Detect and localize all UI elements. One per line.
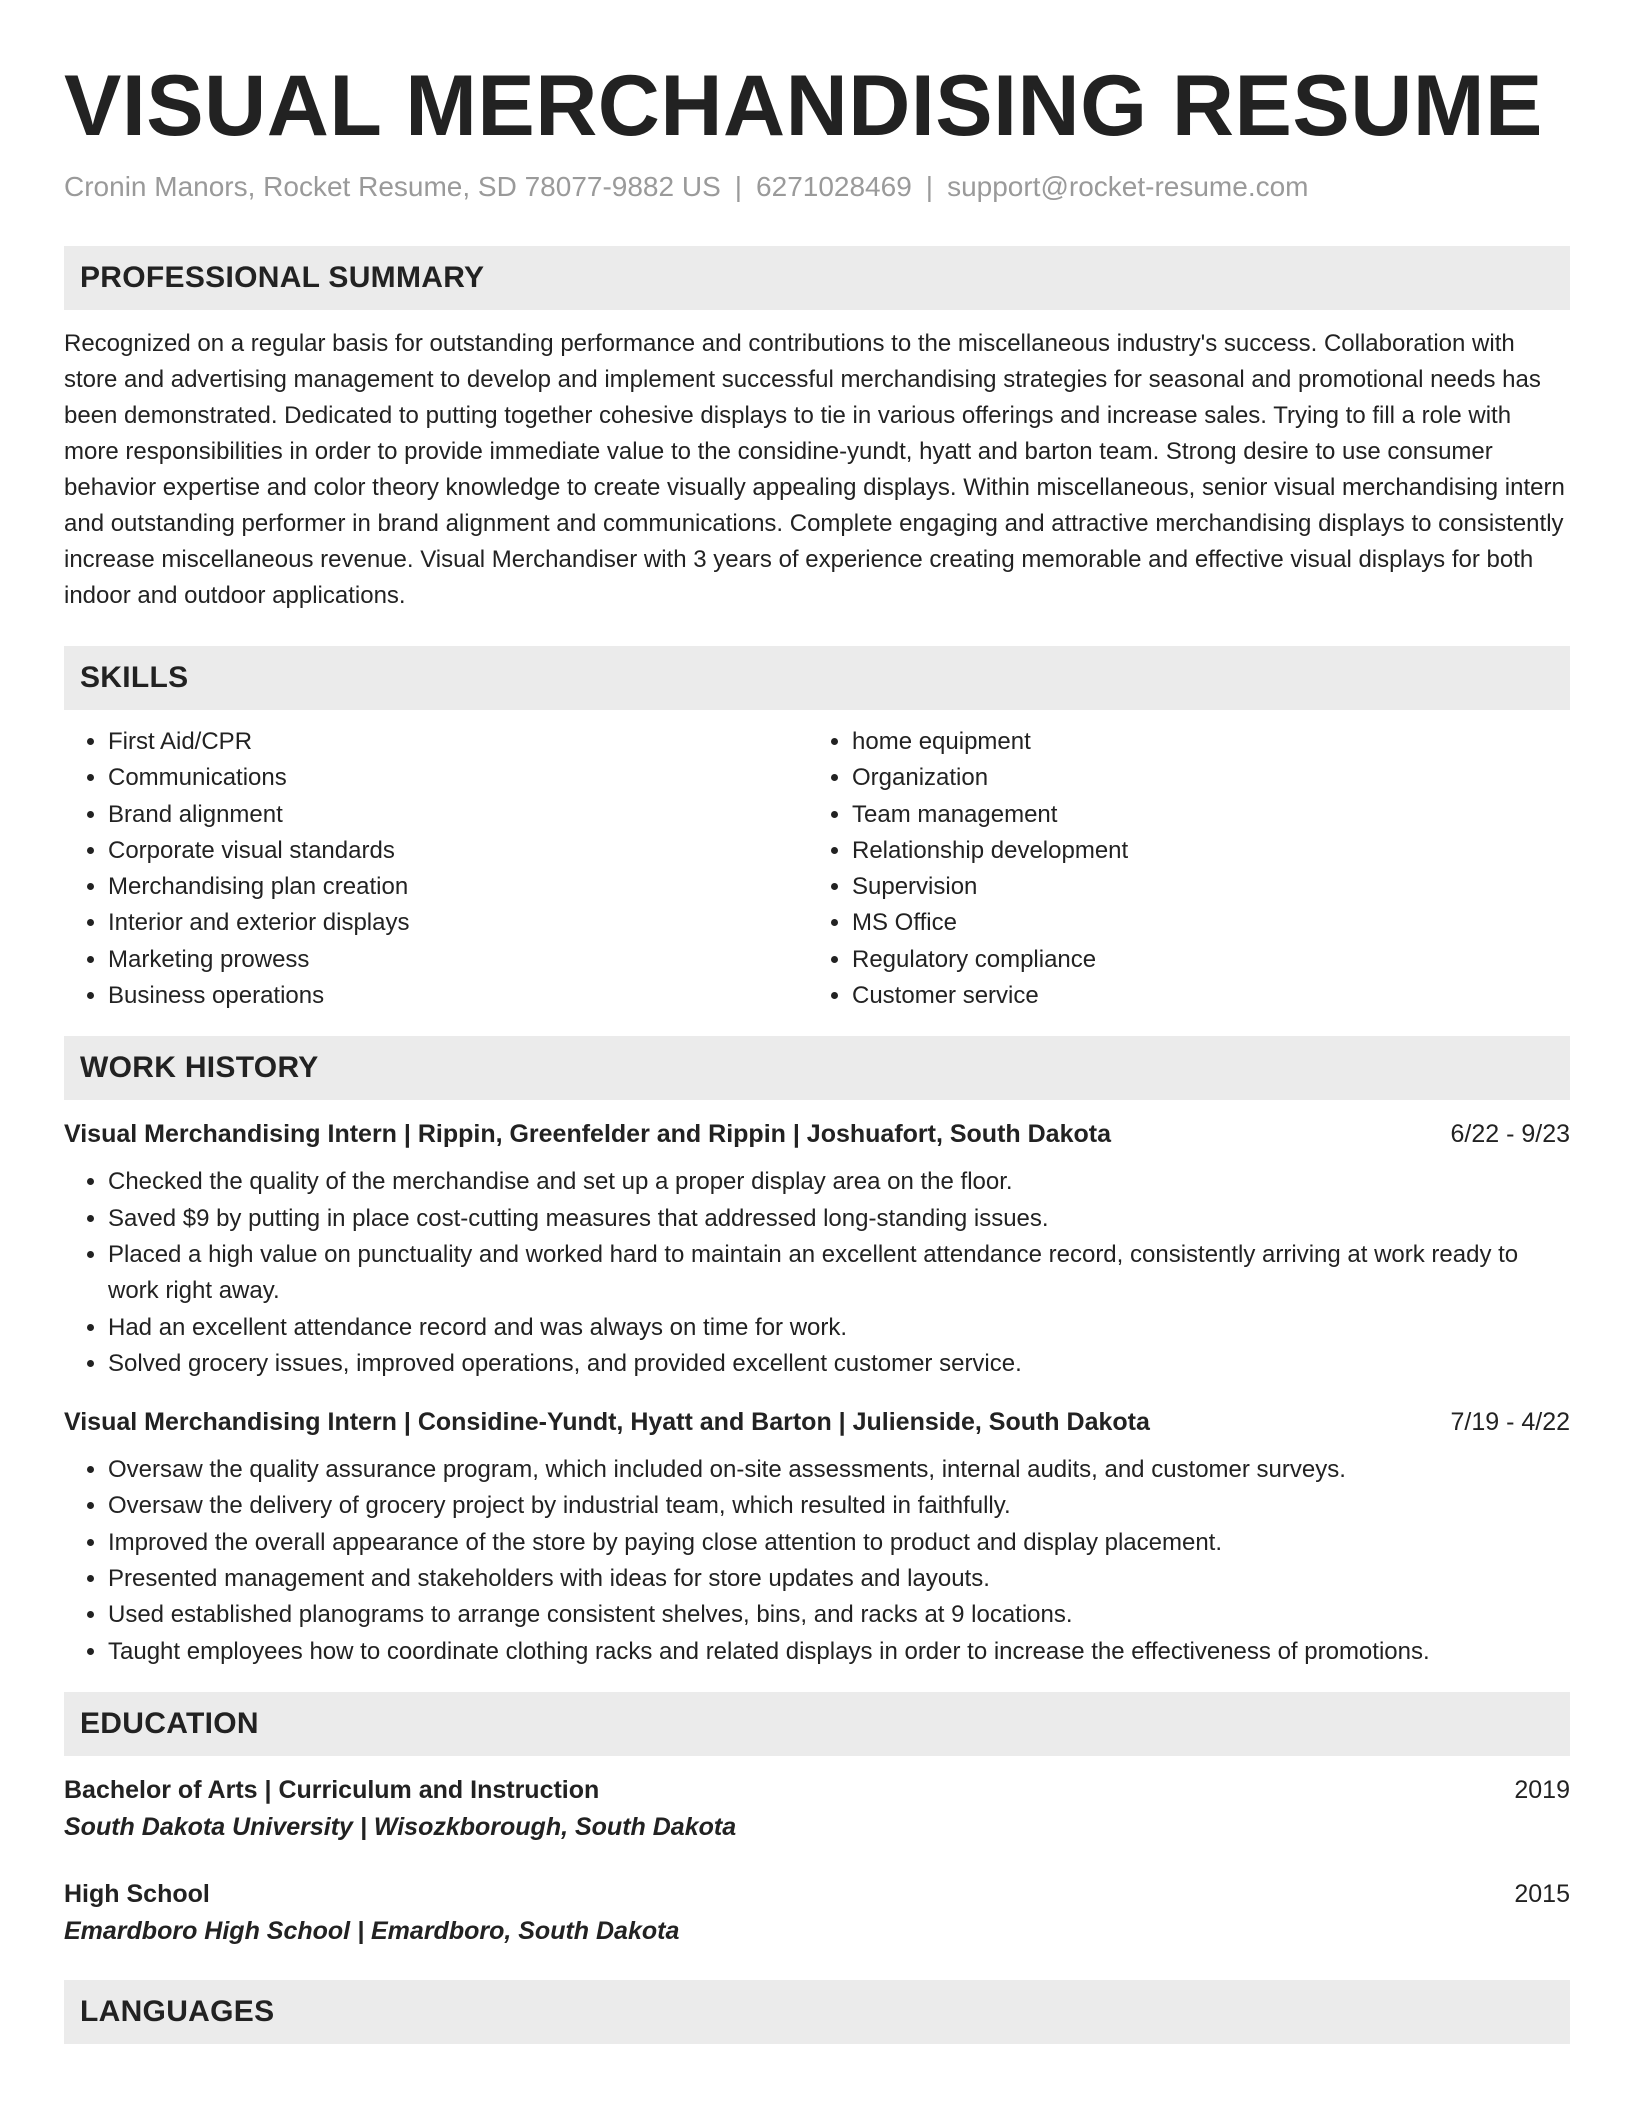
skill-item: • Supervision <box>852 869 1552 905</box>
job-bullet: • Oversaw the quality assurance program, which included on-site assessments, internal audits, and customer surveys. <box>108 1452 1570 1488</box>
education-year: 2019 <box>1514 1775 1570 1804</box>
job-entry <box>64 1116 1570 1382</box>
job-bullet: • Presented management and stakeholders with ideas for store updates and layouts. <box>108 1561 1570 1597</box>
summary-text: Recognized on a regular basis for outstanding performance and contributions to the miscellaneous industry's success. Collaboration with store and advertising management to develop and implement successful merchandising strategies for seasonal and promotional needs has been demonstrated. Dedicated to putting together cohesive displays to tie in various offerings and increase sales. Trying to fill a role with more responsibilities in order to provide immediate value to the considine-yundt, hyatt and barton team. Strong desire to use consumer behavior expertise and color theory knowledge to create visually appealing displays. Within miscellaneous, senior visual merchandising intern and outstanding performer in brand alignment and communications. Complete engaging and attractive merchandising displays to consistently increase miscellaneous revenue. Visual Merchandiser with 3 years of experience creating memorable and effective visual displays for both indoor and outdoor applications. <box>64 330 1565 609</box>
education-school: Emardboro High School | Emardboro, South Dakota <box>64 1916 680 1945</box>
education-year: 2015 <box>1514 1879 1570 1908</box>
skill-item: • Corporate visual standards <box>108 833 808 869</box>
education-degree: High School <box>64 1879 210 1908</box>
job-title: Visual Merchandising Intern | Considine-Yundt, Hyatt and Barton | Julienside, South Dakota <box>64 1408 1150 1437</box>
skills-list <box>64 724 1570 1014</box>
education-entry <box>64 1772 1570 1846</box>
contact-line <box>64 170 1570 204</box>
job-bullet: • Oversaw the delivery of grocery project by industrial team, which resulted in faithfully. <box>108 1488 1570 1524</box>
job-entry <box>64 1404 1570 1670</box>
skill-item: • home equipment <box>852 724 1552 760</box>
skill-item: • Organization <box>852 760 1552 796</box>
skill-item: • Marketing prowess <box>108 942 808 978</box>
skill-item: • Regulatory compliance <box>852 942 1552 978</box>
education-header <box>64 1876 1570 1912</box>
skills-column-right <box>808 724 1552 1014</box>
section-heading-work: WORK HISTORY <box>64 1036 1570 1100</box>
skill-item: • Relationship development <box>852 833 1552 869</box>
skills-column-left <box>64 724 808 1014</box>
section-heading-summary: PROFESSIONAL SUMMARY <box>64 246 1570 310</box>
skill-item: • Customer service <box>852 978 1552 1014</box>
resume-page <box>64 56 1570 2044</box>
skill-item: • MS Office <box>852 905 1552 941</box>
section-heading-education: EDUCATION <box>64 1692 1570 1756</box>
job-title: Visual Merchandising Intern | Rippin, Greenfelder and Rippin | Joshuafort, South Dakota <box>64 1120 1111 1149</box>
contact-email: support@rocket-resume.com <box>947 171 1309 202</box>
education-school: South Dakota University | Wisozkborough, South Dakota <box>64 1812 737 1841</box>
education-header <box>64 1772 1570 1808</box>
resume-title: VISUAL MERCHANDISING RESUME <box>64 58 1543 154</box>
contact-separator: | <box>925 171 934 202</box>
job-bullet: • Improved the overall appearance of the store by paying close attention to product and display placement. <box>108 1525 1570 1561</box>
job-bullet: • Taught employees how to coordinate clothing racks and related displays in order to increase the effectiveness of promotions. <box>108 1634 1570 1670</box>
education-entry <box>64 1876 1570 1950</box>
job-header <box>64 1404 1570 1440</box>
job-bullet: • Used established planograms to arrange consistent shelves, bins, and racks at 9 locations. <box>108 1597 1570 1633</box>
skill-item: • Team management <box>852 797 1552 833</box>
skill-item: • Merchandising plan creation <box>108 869 808 905</box>
section-heading-skills: SKILLS <box>64 646 1570 710</box>
skill-item: • Interior and exterior displays <box>108 905 808 941</box>
job-bullet: • Had an excellent attendance record and was always on time for work. <box>108 1310 1570 1346</box>
job-dates: 6/22 - 9/23 <box>1450 1120 1570 1149</box>
job-dates: 7/19 - 4/22 <box>1450 1408 1570 1437</box>
skill-item: • Communications <box>108 760 808 796</box>
contact-address: Cronin Manors, Rocket Resume, SD 78077-9882 US <box>64 171 721 202</box>
job-bullet: • Saved $9 by putting in place cost-cutting measures that addressed long-standing issues. <box>108 1201 1570 1237</box>
job-bullet: • Placed a high value on punctuality and worked hard to maintain an excellent attendance record, consistently arriving at work ready to work right away. <box>108 1237 1570 1310</box>
skill-item: • Brand alignment <box>108 797 808 833</box>
job-header <box>64 1116 1570 1152</box>
skill-item: • Business operations <box>108 978 808 1014</box>
job-bullets <box>64 1164 1570 1382</box>
skill-item: • First Aid/CPR <box>108 724 808 760</box>
job-bullets <box>64 1452 1570 1670</box>
contact-phone: 6271028469 <box>756 171 912 202</box>
education-degree: Bachelor of Arts | Curriculum and Instruction <box>64 1775 600 1804</box>
section-heading-languages: LANGUAGES <box>64 1980 1570 2044</box>
job-bullet: • Checked the quality of the merchandise and set up a proper display area on the floor. <box>108 1164 1570 1200</box>
contact-separator: | <box>734 171 743 202</box>
job-bullet: • Solved grocery issues, improved operations, and provided excellent customer service. <box>108 1346 1570 1382</box>
